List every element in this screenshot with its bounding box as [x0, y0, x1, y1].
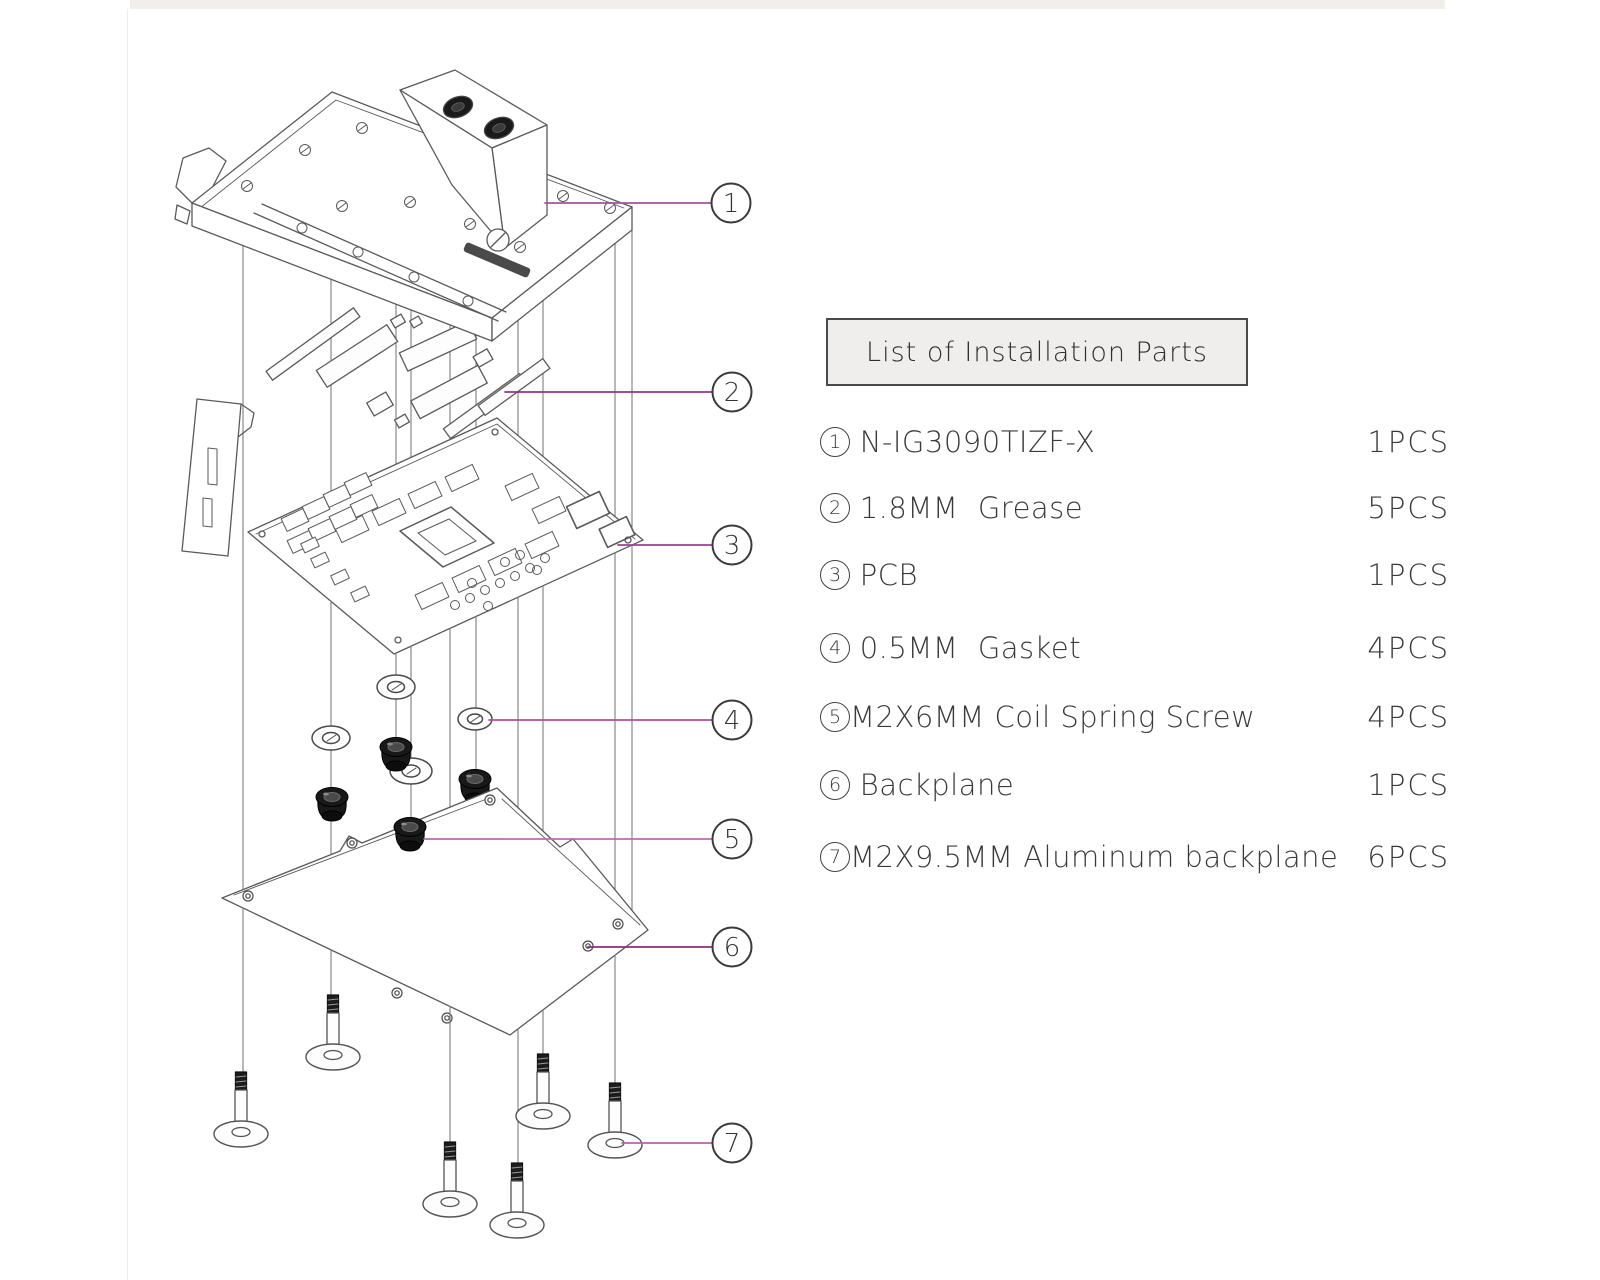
callout-4 — [713, 701, 752, 740]
item-quantity: 1PCS — [1367, 558, 1450, 592]
parts-list-row — [820, 558, 1450, 592]
svg-text:5: 5 — [723, 825, 741, 855]
callout-5 — [713, 820, 752, 859]
svg-text:3: 3 — [723, 531, 741, 561]
parts-list-row — [820, 631, 1450, 665]
parts-list-row — [820, 425, 1450, 459]
backplane-drawing — [222, 788, 648, 1035]
callout-1 — [712, 184, 751, 223]
svg-text:7: 7 — [723, 1129, 741, 1159]
parts-list-row — [820, 840, 1450, 874]
item-quantity: 4PCS — [1367, 631, 1450, 665]
svg-text:2: 2 — [723, 378, 741, 408]
item-quantity: 1PCS — [1367, 768, 1450, 802]
item-number-badge: 5 — [820, 702, 850, 732]
callout-7 — [713, 1124, 752, 1163]
item-quantity: 1PCS — [1367, 425, 1450, 459]
item-quantity: 5PCS — [1367, 491, 1450, 525]
item-label: 0.5MM Gasket — [850, 631, 1082, 665]
item-quantity: 6PCS — [1367, 840, 1450, 874]
pcb-drawing — [182, 399, 643, 654]
item-quantity: 4PCS — [1367, 700, 1450, 734]
item-label: N-IG3090TIZF-X — [850, 425, 1096, 459]
item-number-badge: 2 — [820, 493, 850, 523]
parts-list-title — [826, 318, 1248, 386]
parts-list-row — [820, 491, 1450, 525]
item-label: M2X6MM Coil Spring Screw — [850, 700, 1256, 734]
callout-6 — [713, 928, 752, 967]
item-number-badge: 3 — [820, 560, 850, 590]
item-number-badge: 6 — [820, 770, 850, 800]
callout-3 — [713, 526, 752, 565]
svg-text:1: 1 — [722, 189, 740, 219]
item-label: 1.8MM Grease — [850, 491, 1084, 525]
parts-list-row — [820, 700, 1450, 734]
item-number-badge: 1 — [820, 427, 850, 457]
item-label: M2X9.5MM Aluminum backplane — [850, 840, 1339, 874]
parts-list-row — [820, 768, 1450, 802]
item-number-badge: 4 — [820, 633, 850, 663]
backplane-screws-drawing — [214, 995, 642, 1238]
item-number-badge: 7 — [820, 842, 850, 872]
svg-text:4: 4 — [723, 706, 741, 736]
item-label: Backplane — [850, 768, 1015, 802]
parts-list-title-text: List of Installation Parts — [866, 336, 1208, 368]
callout-badges — [712, 184, 752, 1163]
item-label: PCB — [850, 558, 918, 592]
svg-text:6: 6 — [723, 933, 741, 963]
callout-2 — [713, 373, 752, 412]
